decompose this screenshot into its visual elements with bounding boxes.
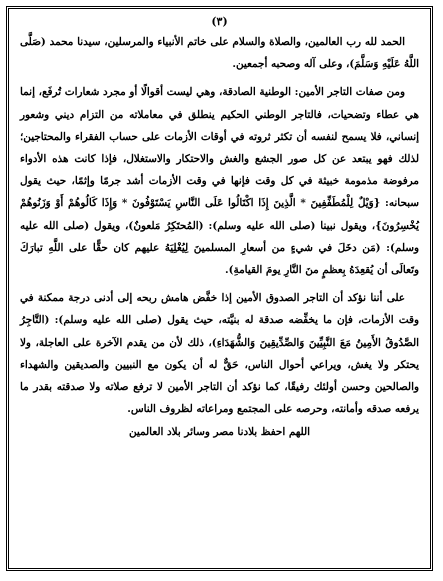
paragraph-honest-merchant: على أننا نؤكد أن التاجر الصدوق الأمين إذا خفَّض هامش ربحه إلى أدنى درجة ممكنة في وقت الأزمات، فإن ما يخفِّضه صدقة له بنيَّته، حيث يقول (صلى الله عليه وسلم): (التَّاجِرُ الصَّدُوقُ الأَمِينُ مَعَ النَّبِيِّينَ وَالصِّدِّيقِينَ وَالشُّهَدَاءِ)، ذلك لأن من يقدم الآخرة على العاجلة، ولا يحتكر ولا يغش، ويراعي أحوال الناس، حَقٌّ له أن يكون مع النبيين والصديقين والشهداء والصالحين وحسن أولئك رفيقًا، كما نؤكد أن التاجر الأمين لا ترفع صلاته ولا صدقته بقدر ما يرفعه صدقه وأمانته، وحرصه على المجتمع ومراعاته لظروف الناس. bbox=[20, 292, 419, 416]
page-number: (٣) bbox=[211, 15, 228, 28]
paragraph-patriotism: ومن صفات التاجر الأمين: الوطنية الصادقة، وهي ليست أقوالًا أو مجرد شعارات تُرفَع، إنما هي عطاء وتضحيات، فالتاجر الوطني الحكيم ينطلق في معاملاته من التزام ديني وشعور إنساني، فلا يسمح لنفسه أن تكثر ثروته في أوقات الأزمات على حساب الفقراء والمحتاجين؛ لذلك فهو يبتعد عن كل صور الجشع والغش والاحتكار والاستغلال، فإذا كانت هذه الأدواء مرفوضة مذمومة خبيثة في كل وقت فإنها في وقت الأزمات أشد جرمًا وإثمًا، حيث يقول سبحانه: {وَيْلٌ لِلْمُطَفِّفِينَ * الَّذِينَ إِذَا اكْتَالُوا عَلَى النَّاسِ يَسْتَوْفُونَ * وَإِذَا كَالُوهُمْ أَوْ وَزَنُوهُمْ يُخْسِرُونَ}، ويقول نبينا (صلى الله عليه وسلم): (المُحتَكِرُ مَلعونٌ)، ويقول (صلى الله عليه وسلم): (مَن دخَلَ في شيءٍ من أسعارِ المسلمينَ لِيُغْلِيَهُ عليهم كان حقًّا على اللَّهِ تبارَكَ وتَعالَى أن يُقعِدَهُ بِعظمٍ منَ النَّارِ يومَ القيامةِ). bbox=[20, 86, 419, 277]
closing-prayer: اللهم احفظ بلادنا مصر وسائر بلاد العالمين bbox=[128, 426, 311, 439]
page-frame bbox=[6, 6, 433, 571]
paragraph-opening: الحمد لله رب العالمين، والصلاة والسلام على خاتم الأنبياء والمرسلين، سيدنا محمد (صَلَّى اللَّهُ عَلَيْهِ وَسَلَّمَ)، وعلى آله وصحبه أجمعين. bbox=[20, 36, 419, 71]
document-body bbox=[20, 31, 419, 420]
